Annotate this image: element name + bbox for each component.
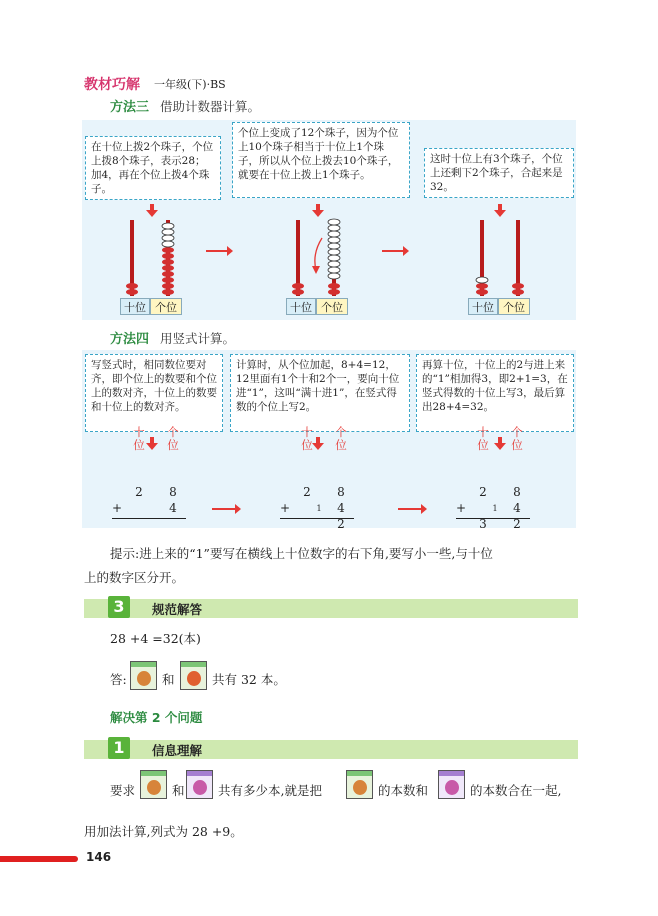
green-book-icon [140,770,167,799]
carry-mark: 1 [492,504,498,513]
answer-prefix: 答: [110,672,127,687]
label-ten-3: 十位 [468,298,498,315]
col-head-ten-3: 十 位 [477,425,489,452]
col-head-one-2: 个 位 [335,425,347,452]
digit-ten: 2 [303,485,311,499]
page-marker-bar [0,856,78,862]
info-text-4: 的本数和 [378,783,429,798]
digit-ten: 2 [135,485,143,499]
digit-one: 8 [169,485,177,499]
method4-title: 方法四 [110,332,150,347]
plus-sign: + [279,501,291,515]
section-1-title: 信息理解 [152,743,203,758]
info-text-5: 的本数合在一起, [470,783,562,798]
section-1-number: 1 [108,737,130,759]
green-book-icon [346,770,373,799]
right-arrow-icon [382,250,404,252]
vertical-step1-note: 写竖式时，相同数位要对齐，即个位上的数要和个位上的数对齐，十位上的数要和十位上的数对齐。 [85,354,223,432]
label-one-2: 个位 [316,298,348,315]
abacus-step3-note: 这时十位上有3个珠子，个位上还剩下2个珠子，合起来是32。 [424,148,574,198]
digit-addend: 4 [513,501,521,515]
green-book-icon [180,661,207,690]
vertical-panel [82,350,576,531]
digit-one: 8 [337,485,345,499]
page-number: 146 [86,850,112,864]
abacus-step1-note: 在十位上拨2个珠子，个位上拨8个珠子，表示28；加4，再在个位上拨4个珠子。 [85,136,221,200]
method4-desc: 用竖式计算。 [160,331,236,346]
answer-suffix: 共有 32 本。 [212,672,286,687]
result-one: 2 [337,517,345,531]
tip-line-1: 提示:进上来的“1”要写在横线上十位数字的右下角,要写小一些,与十位 [110,546,493,561]
abacus-step2-note: 个位上变成了12个珠子，因为个位上10个珠子相当于十位上1个珠子，所以从个位上拨去10个珠子，就要在十位上拨上1个珠子。 [232,122,410,198]
plus-sign: + [455,501,467,515]
digit-addend: 4 [337,501,345,515]
solution-equation: 28 +4 =32(本) [110,631,201,646]
label-ten-1: 十位 [120,298,150,315]
info-text-1: 要求 [110,783,136,798]
right-arrow-icon [206,250,228,252]
plus-sign: + [111,501,123,515]
abacus-panel [82,120,576,320]
section-3-number: 3 [108,596,130,618]
tip-line-2: 上的数字区分开。 [84,570,185,585]
info-text-3: 共有多少本,就是把 [218,783,322,798]
digit-one: 8 [513,485,521,499]
right-arrow-icon [212,508,236,510]
abacus-step1 [112,218,190,298]
info-line-2: 用加法计算,列式为 28 +9。 [84,824,243,839]
digit-ten: 2 [479,485,487,499]
purple-book-icon [186,770,213,799]
purple-book-icon [438,770,465,799]
problem-2-title: 解决第 2 个问题 [110,710,203,725]
sum-line [112,518,186,519]
header-grade: 一年级(下)·BS [154,78,226,91]
answer-and: 和 [162,672,175,687]
label-one-1: 个位 [150,298,182,315]
result-ten: 3 [479,517,487,531]
right-arrow-icon [398,508,422,510]
col-head-ten-1: 十 位 [133,425,145,452]
green-book-icon [130,661,157,690]
vertical-step3-note: 再算十位，十位上的2与进上来的“1”相加得3，即2+1=3，在竖式得数的十位上写3，最后算出28+4=32。 [416,354,574,432]
method3-title: 方法三 [110,100,150,115]
info-text-2: 和 [172,783,185,798]
col-head-one-3: 个 位 [511,425,523,452]
method3-desc: 借助计数器计算。 [160,99,261,114]
label-ten-2: 十位 [286,298,316,315]
carry-mark: 1 [316,504,322,513]
abacus-step3 [462,218,540,298]
col-head-ten-2: 十 位 [301,425,313,452]
label-one-3: 个位 [498,298,530,315]
header-brand: 教材巧解 [84,77,140,93]
abacus-step2 [278,218,356,298]
digit-addend: 4 [169,501,177,515]
section-3-title: 规范解答 [152,602,203,617]
result-one: 2 [513,517,521,531]
vertical-step2-note: 计算时，从个位加起，8+4=12，12里面有1个十和2个一，要向十位进“1”，这叫“满十进1”，在竖式得数的个位上写2。 [230,354,410,432]
col-head-one-1: 个 位 [167,425,179,452]
